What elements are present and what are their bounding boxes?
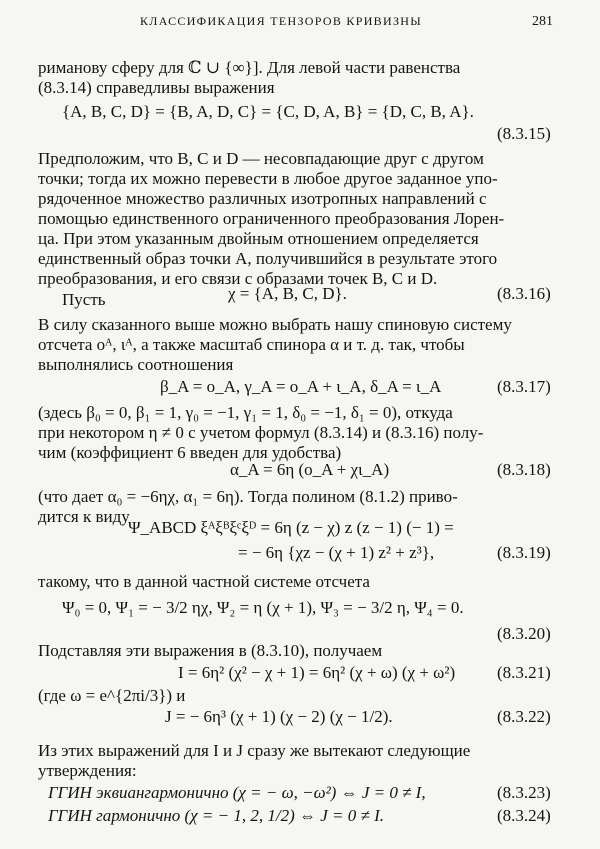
equation-number: (8.3.23): [497, 783, 551, 802]
equation-number: (8.3.17): [497, 377, 551, 396]
running-title: КЛАССИФИКАЦИЯ ТЕНЗОРОВ КРИВИЗНЫ: [140, 14, 422, 28]
body-line: при некотором η ≠ 0 с учетом формул (8.3.14) и (8.3.16) полу-: [38, 423, 484, 442]
equation: β_A = o_A, γ_A = o_A + ι_A, δ_A = ι_A: [160, 377, 442, 396]
equation: J = − 6η³ (χ + 1) (χ − 2) (χ − 1/2).: [165, 707, 393, 726]
body-line: Пусть: [62, 290, 106, 309]
body-line: (8.3.14) справедливы выражения: [38, 78, 275, 97]
body-line: (где ω = e^{2πi/3}) и: [38, 686, 186, 705]
body-line: чим (коэффициент 6 введен для удобства): [38, 443, 342, 462]
equation-number: (8.3.19): [497, 543, 551, 562]
equation: Ψ_ABCD ξᴬξᴮξᶜξᴰ = 6η (z − χ) z (z − 1) (− 1) =: [128, 518, 454, 537]
equation-number: (8.3.20): [497, 624, 551, 643]
body-line: (что дает α₀ = −6ηχ, α₁ = 6η). Тогда полином (8.1.2) приво-: [38, 487, 458, 506]
equation: I = 6η² (χ² − χ + 1) = 6η² (χ + ω) (χ + ω²): [178, 663, 456, 682]
body-line: утверждения:: [38, 761, 137, 780]
equation: {A, B, C, D} = {B, A, D, C} = {C, D, A, B} = {D, C, B, A}.: [62, 102, 474, 121]
equation-number: (8.3.24): [497, 806, 551, 825]
body-line: отсчета oᴬ, ιᴬ, а также масштаб спинора α и т. д. так, чтобы: [38, 335, 465, 354]
statement-line: ГГИН эквиангармонично (χ = − ω, −ω²) ⇔ J = 0 ≠ I,: [48, 783, 426, 802]
body-line: Предположим, что B, C и D — несовпадающие друг с другом: [38, 149, 484, 168]
body-line: такому, что в данной частной системе отсчета: [38, 572, 370, 591]
body-line: точки; тогда их можно перевести в любое другое заданное упо-: [38, 169, 498, 188]
body-line: Подставляя эти выражения в (8.3.10), получаем: [38, 641, 383, 660]
equation: α_A = 6η (o_A + χι_A): [230, 460, 390, 479]
body-line: выполнялись соотношения: [38, 355, 234, 374]
body-line: преобразования, и его связи с образами точек B, C и D.: [38, 269, 438, 288]
body-line: дится к виду: [38, 507, 130, 526]
body-line: риманову сферу для ℂ ∪ {∞}]. Для левой части равенства: [38, 58, 461, 77]
body-line: В силу сказанного выше можно выбрать нашу спиновую систему: [38, 315, 512, 334]
equation: Ψ₀ = 0, Ψ₁ = − 3/2 ηχ, Ψ₂ = η (χ + 1), Ψ₃ = − 3/2 η, Ψ₄ = 0.: [62, 598, 464, 617]
equation: = − 6η {χz − (χ + 1) z² + z³},: [238, 543, 435, 562]
body-line: единственный образ точки A, получившийся в результате этого: [38, 249, 498, 268]
equation: χ = {A, B, C, D}.: [228, 284, 347, 303]
body-line: помощью единственного ограниченного преобразования Лорен-: [38, 209, 505, 228]
equation-number: (8.3.21): [497, 663, 551, 682]
equation-number: (8.3.18): [497, 460, 551, 479]
equation-number: (8.3.22): [497, 707, 551, 726]
page-number: 281: [532, 14, 553, 29]
statement-line: ГГИН гармонично (χ = − 1, 2, 1/2) ⇔ J = 0 ≠ I.: [48, 806, 384, 825]
body-line: рядоченное множество различных изотропных направлений с: [38, 189, 487, 208]
body-line: (здесь β₀ = 0, β₁ = 1, γ₀ = −1, γ₁ = 1, δ₀ = −1, δ₁ = 0), откуда: [38, 403, 453, 422]
body-line: ца. При этом указанным двойным отношением определяется: [38, 229, 479, 248]
body-line: Из этих выражений для I и J сразу же вытекают следующие: [38, 741, 471, 760]
equation-number: (8.3.16): [497, 284, 551, 303]
equation-number: (8.3.15): [497, 124, 551, 143]
